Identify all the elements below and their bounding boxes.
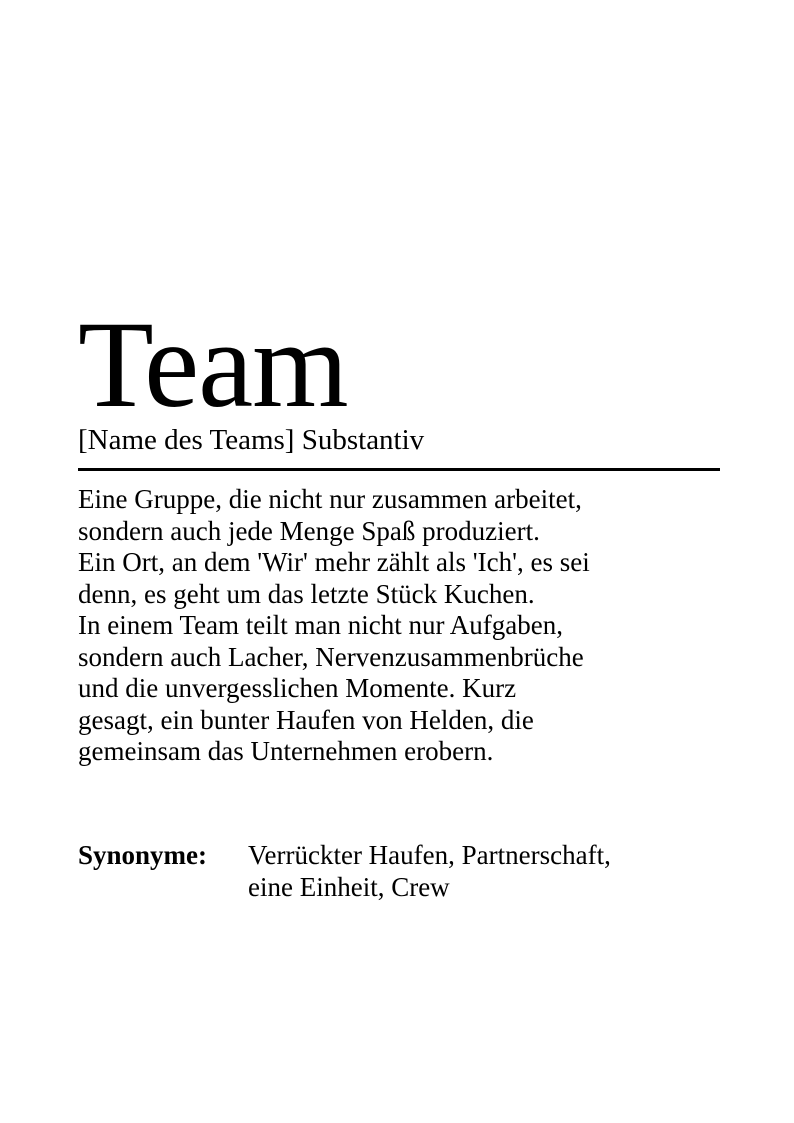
- definition-text: [78, 484, 718, 768]
- definition-line: gemeinsam das Unternehmen erobern.: [78, 736, 494, 766]
- definition-line: Eine Gruppe, die nicht nur zusammen arbeitet,: [78, 484, 582, 514]
- divider-rule: [78, 468, 720, 471]
- definition-line: und die unvergesslichen Momente. Kurz: [78, 673, 517, 703]
- synonyms-line: eine Einheit, Crew: [248, 871, 450, 902]
- definition-line: Ein Ort, an dem 'Wir' mehr zählt als 'Ich', es sei: [78, 547, 590, 577]
- definition-line: sondern auch jede Menge Spaß produziert.: [78, 515, 540, 546]
- synonyms-label: Synonyme:: [78, 840, 208, 870]
- synonyms-list: [248, 840, 718, 903]
- page-title: Team: [78, 296, 348, 433]
- definition-line: denn, es geht um das letzte Stück Kuchen.: [78, 578, 535, 609]
- synonyms-line: Verrückter Haufen, Partnerschaft,: [248, 840, 611, 870]
- definition-line: In einem Team teilt man nicht nur Aufgaben,: [78, 610, 563, 640]
- word-type-subtitle: [Name des Teams] Substantiv: [78, 424, 425, 456]
- definition-line: gesagt, ein bunter Haufen von Helden, die: [78, 704, 534, 735]
- definition-line: sondern auch Lacher, Nervenzusammenbrüche: [78, 641, 584, 672]
